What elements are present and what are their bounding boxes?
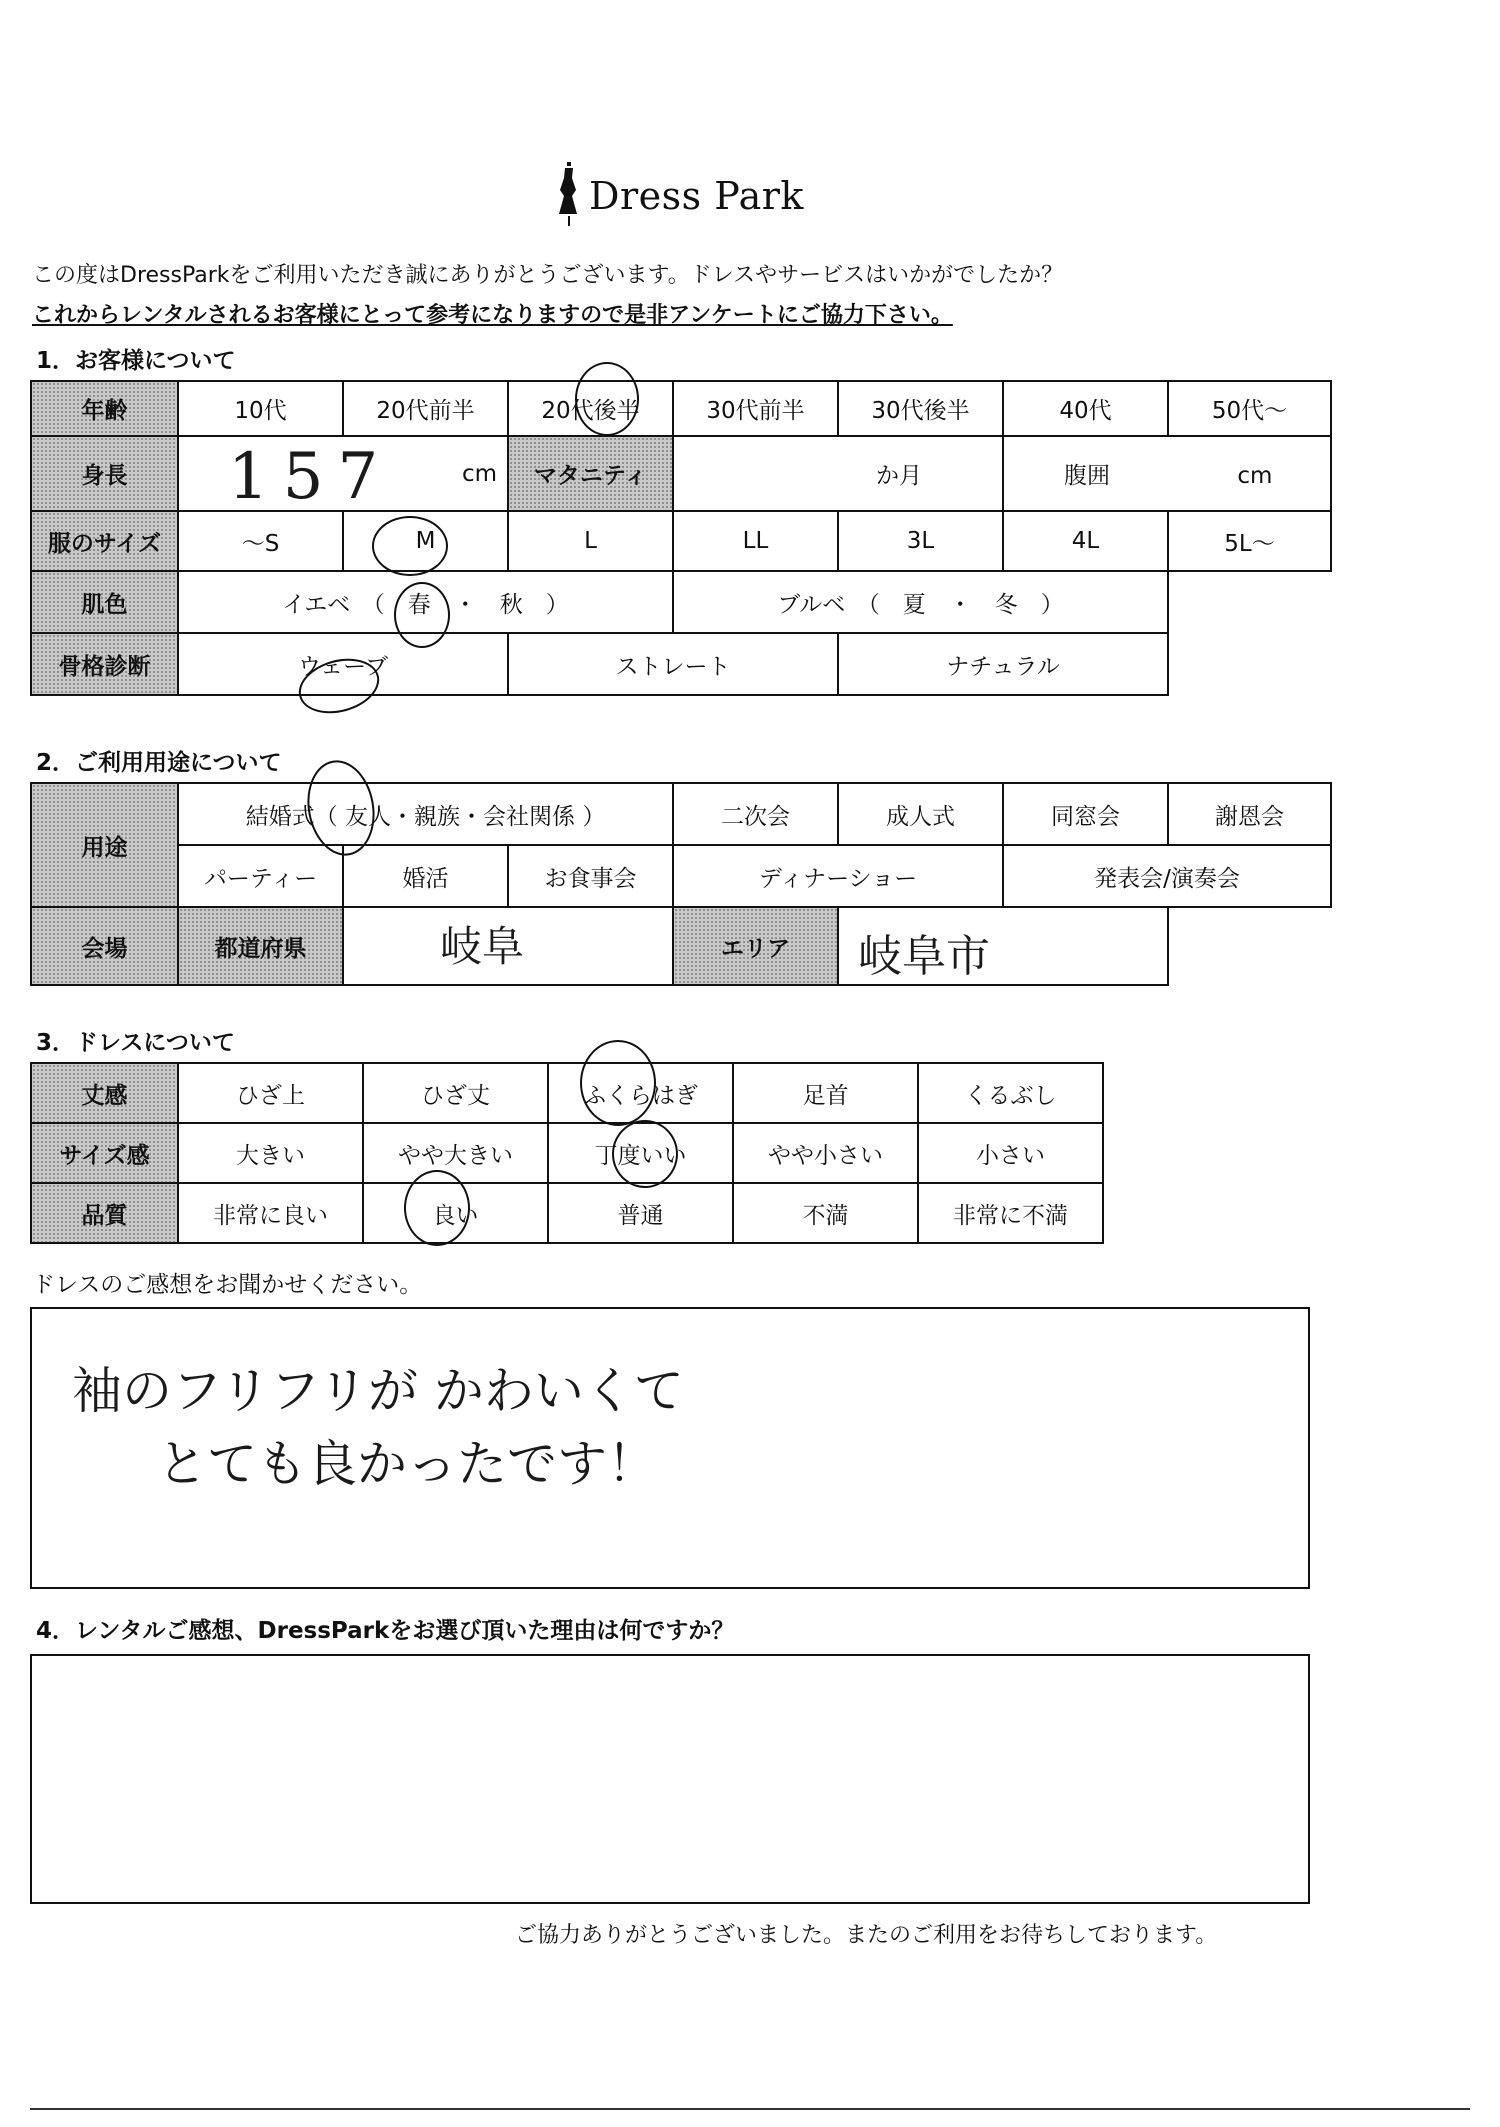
selection-circle xyxy=(575,362,639,436)
length-option[interactable]: くるぶし xyxy=(918,1063,1103,1123)
logo xyxy=(555,160,815,230)
brand-name: Dress Park xyxy=(589,174,804,218)
waist-unit: cm xyxy=(1237,463,1273,489)
fit-option[interactable]: やや小さい xyxy=(733,1123,918,1183)
quality-option[interactable]: 不満 xyxy=(733,1183,918,1243)
blank-cell xyxy=(1168,633,1331,695)
purpose-option[interactable]: パーティー xyxy=(178,845,343,907)
selection-circle xyxy=(394,582,450,648)
comment-prompt: ドレスのご感想をお聞かせください。 xyxy=(32,1272,423,1298)
quality-row xyxy=(31,1183,1103,1243)
prefecture-label: 都道府県 xyxy=(178,907,343,985)
purpose-table xyxy=(30,782,1332,986)
quality-label: 品質 xyxy=(31,1183,178,1243)
size-option[interactable]: LL xyxy=(673,511,838,571)
venue-label: 会場 xyxy=(31,907,178,985)
reason-answer-box[interactable] xyxy=(30,1654,1310,1904)
age-option[interactable]: 20代前半 xyxy=(343,381,508,436)
purpose-option[interactable]: 発表会/演奏会 xyxy=(1003,845,1331,907)
dress-table xyxy=(30,1062,1104,1244)
frame-row xyxy=(31,633,1331,695)
age-row xyxy=(31,381,1331,436)
purpose-option[interactable]: 婚活 xyxy=(343,845,508,907)
blue-base-option[interactable]: ブルベ （ 夏 ・ 冬 ） xyxy=(673,571,1168,633)
purpose-option[interactable]: 成人式 xyxy=(838,783,1003,845)
wedding-option[interactable]: 結婚式（ 友人・親族・会社関係 ） xyxy=(178,783,673,845)
months-label: か月 xyxy=(876,463,922,489)
age-option[interactable]: 50代～ xyxy=(1168,381,1331,436)
comment-handwritten-line-1: 袖のフリフリが かわいくて xyxy=(72,1362,684,1420)
fit-option-selected[interactable]: 丁度いい xyxy=(548,1123,733,1183)
purpose-row-1 xyxy=(31,783,1331,845)
size-option[interactable]: ～S xyxy=(178,511,343,571)
purpose-row-2 xyxy=(31,845,1331,907)
quality-option-selected[interactable]: 良い xyxy=(363,1183,548,1243)
fit-option[interactable]: 小さい xyxy=(918,1123,1103,1183)
intro-line-2: これからレンタルされるお客様にとって参考になりますので是非アンケートにご協力下さい。 xyxy=(32,303,953,328)
fit-row xyxy=(31,1123,1103,1183)
purpose-label: 用途 xyxy=(31,783,178,907)
age-option-selected[interactable]: 20代後半 xyxy=(508,381,673,436)
intro-line-1: この度はDressParkをご利用いただき誠にありがとうございます。ドレスやサービスはいかがでしたか？ xyxy=(32,263,1064,288)
length-label: 丈感 xyxy=(31,1063,178,1123)
quality-option[interactable]: 普通 xyxy=(548,1183,733,1243)
age-option[interactable]: 30代後半 xyxy=(838,381,1003,436)
fit-option[interactable]: やや大きい xyxy=(363,1123,548,1183)
waist-label: 腹囲 xyxy=(1064,463,1110,489)
frame-label: 骨格診断 xyxy=(31,633,178,695)
size-option[interactable]: L xyxy=(508,511,673,571)
blank-cell xyxy=(1168,571,1331,633)
selection-circle xyxy=(372,516,448,576)
blank-cell xyxy=(1168,907,1331,985)
bottom-divider xyxy=(30,2108,1470,2110)
height-row xyxy=(31,436,1331,511)
dress-icon xyxy=(555,160,583,228)
age-label: 年齢 xyxy=(31,381,178,436)
size-row xyxy=(31,511,1331,571)
length-option[interactable]: ひざ上 xyxy=(178,1063,363,1123)
section-1-title: 1．お客様について xyxy=(36,348,236,374)
fit-option[interactable]: 大きい xyxy=(178,1123,363,1183)
age-option[interactable]: 30代前半 xyxy=(673,381,838,436)
customer-table xyxy=(30,380,1332,696)
comment-box[interactable] xyxy=(30,1307,1310,1589)
size-option[interactable]: 3L xyxy=(838,511,1003,571)
frame-option[interactable]: ナチュラル xyxy=(838,633,1168,695)
selection-circle xyxy=(612,1120,678,1188)
area-label: エリア xyxy=(673,907,838,985)
skin-label: 肌色 xyxy=(31,571,178,633)
height-label: 身長 xyxy=(31,436,178,511)
size-label: 服のサイズ xyxy=(31,511,178,571)
section-2-title: 2．ご利用用途について xyxy=(36,750,282,776)
fit-label: サイズ感 xyxy=(31,1123,178,1183)
length-row xyxy=(31,1063,1103,1123)
waist-field[interactable] xyxy=(1003,436,1331,511)
maternity-label: マタニティ xyxy=(508,436,673,511)
maternity-months-field[interactable] xyxy=(673,436,1003,511)
purpose-option[interactable]: 同窓会 xyxy=(1003,783,1168,845)
frame-option[interactable]: ストレート xyxy=(508,633,838,695)
prefecture-handwritten: 岐阜 xyxy=(440,922,525,971)
frame-option-selected[interactable]: ウェーブ xyxy=(178,633,508,695)
selection-circle xyxy=(580,1040,656,1126)
purpose-option[interactable]: 二次会 xyxy=(673,783,838,845)
quality-option[interactable]: 非常に不満 xyxy=(918,1183,1103,1243)
comment-handwritten-line-2: とても良かったです！ xyxy=(157,1435,657,1493)
size-option[interactable]: 5L～ xyxy=(1168,511,1331,571)
venue-row xyxy=(31,907,1331,985)
quality-option[interactable]: 非常に良い xyxy=(178,1183,363,1243)
area-handwritten: 岐阜市 xyxy=(858,931,990,982)
height-handwritten: 157 xyxy=(228,440,393,514)
selection-circle xyxy=(404,1170,470,1246)
length-option[interactable]: 足首 xyxy=(733,1063,918,1123)
purpose-option[interactable]: ディナーショー xyxy=(673,845,1003,907)
length-option[interactable]: ひざ丈 xyxy=(363,1063,548,1123)
purpose-option[interactable]: 謝恩会 xyxy=(1168,783,1331,845)
height-unit: cm xyxy=(461,460,497,487)
footer-message: ご協力ありがとうございました。またのご利用をお待ちしております。 xyxy=(515,1923,1218,1948)
length-option-selected[interactable]: ふくらはぎ xyxy=(548,1063,733,1123)
skin-row xyxy=(31,571,1331,633)
size-option[interactable]: 4L xyxy=(1003,511,1168,571)
purpose-option[interactable]: お食事会 xyxy=(508,845,673,907)
yellow-base-option[interactable]: イエベ （ 春 ・ 秋 ） xyxy=(178,571,673,633)
section-3-title: 3．ドレスについて xyxy=(36,1030,235,1056)
size-option-selected[interactable]: M xyxy=(343,511,508,571)
age-option[interactable]: 10代 xyxy=(178,381,343,436)
section-4-title: 4．レンタルご感想、DressParkをお選び頂いた理由は何ですか？ xyxy=(36,1618,735,1644)
age-option[interactable]: 40代 xyxy=(1003,381,1168,436)
